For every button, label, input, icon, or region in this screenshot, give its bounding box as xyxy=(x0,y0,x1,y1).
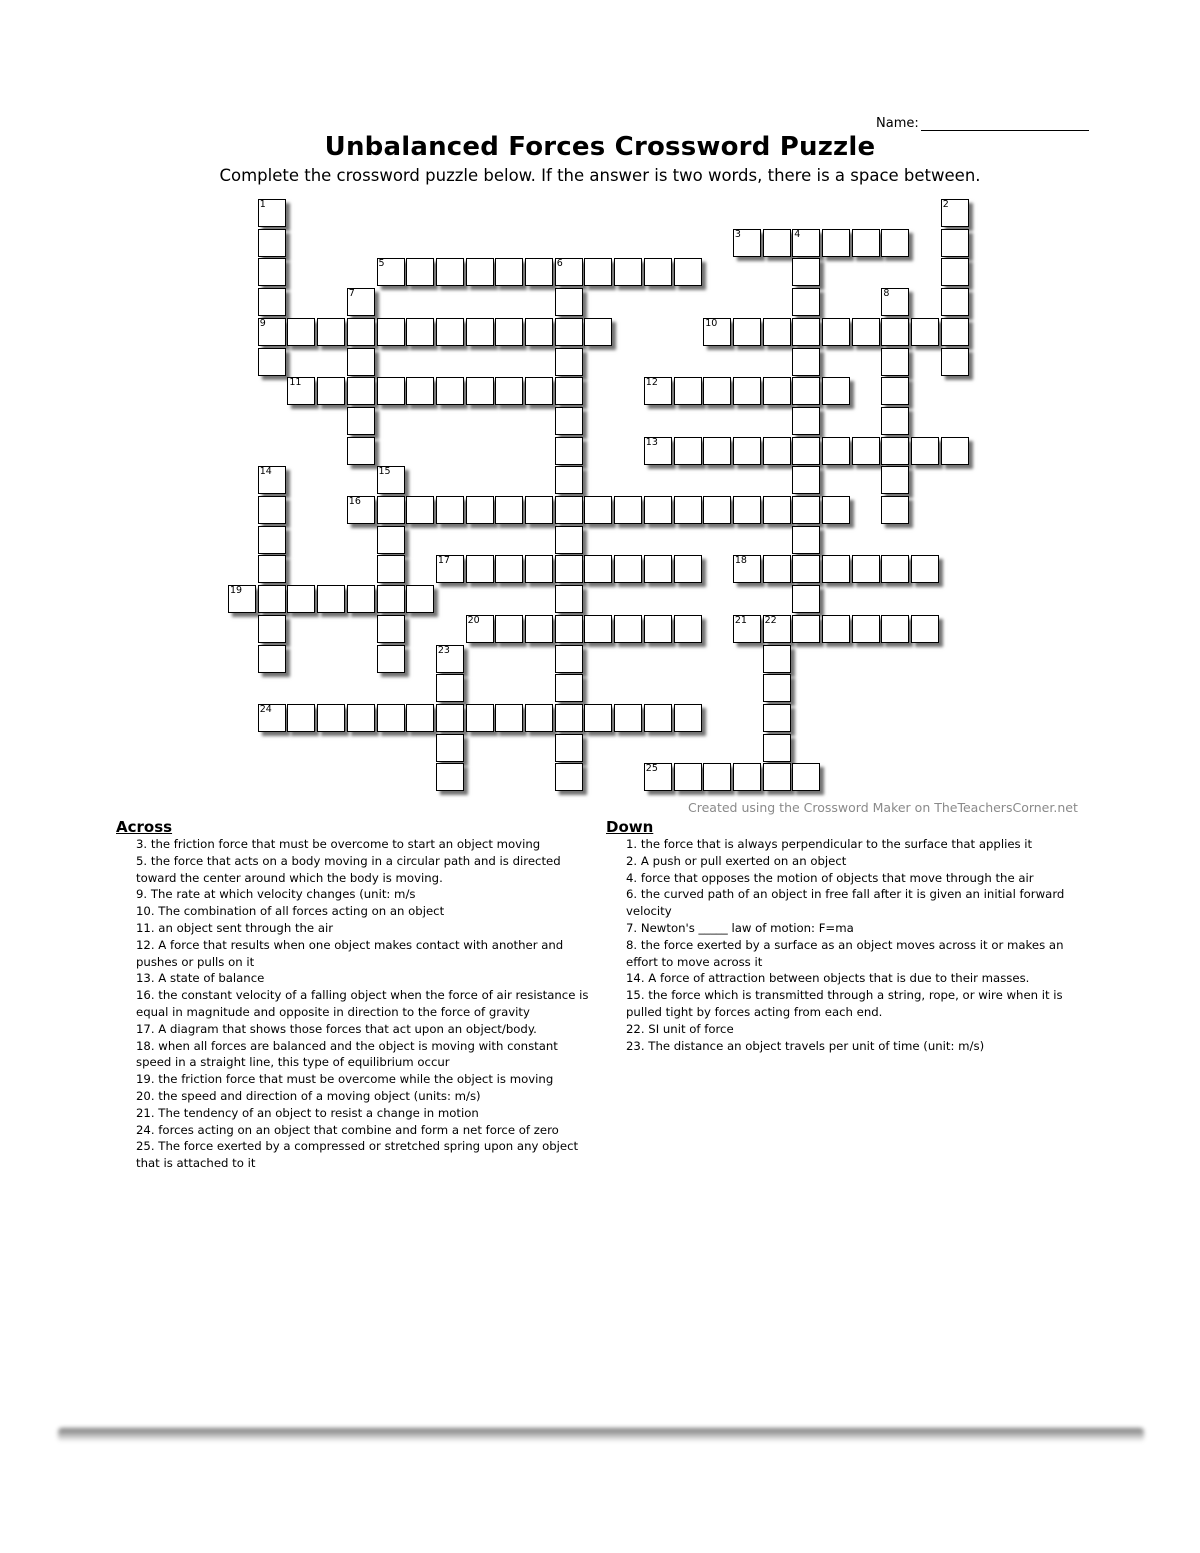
grid-cell-face xyxy=(881,407,909,435)
grid-cell-face xyxy=(911,437,939,465)
grid-cell-face xyxy=(555,674,583,702)
grid-cell-face xyxy=(495,377,523,405)
grid-cell-face xyxy=(436,377,464,405)
grid-cell-face xyxy=(792,377,820,405)
grid-cell-face xyxy=(347,377,375,405)
grid-cell-face xyxy=(287,318,315,346)
grid-cell-face xyxy=(881,466,909,494)
clue-number: 10 xyxy=(705,317,718,329)
grid-cell-face xyxy=(911,555,939,583)
grid-cell-face xyxy=(674,496,702,524)
grid-cell-face xyxy=(258,229,286,257)
grid-cell-face xyxy=(614,555,642,583)
clue-item: 21. The tendency of an object to resist a change in motion xyxy=(136,1105,479,1120)
grid-cell-face xyxy=(852,229,880,257)
grid-cell-face xyxy=(792,318,820,346)
grid-cell-face xyxy=(881,615,909,643)
clue-item: 9. The rate at which velocity changes (unit: m/s xyxy=(136,887,416,902)
grid-cell-face xyxy=(941,288,969,316)
grid-cell-face xyxy=(347,348,375,376)
grid-cell-face xyxy=(555,615,583,643)
grid-cell-face xyxy=(763,229,791,257)
grid-cell-face xyxy=(881,437,909,465)
grid-cell-face xyxy=(674,615,702,643)
grid-cell-face xyxy=(822,377,850,405)
grid-cell-face xyxy=(317,585,345,613)
grid-cell-face xyxy=(466,555,494,583)
clue-number: 14 xyxy=(259,466,272,478)
grid-cell-face xyxy=(584,496,612,524)
clue-number: 6 xyxy=(556,258,563,270)
grid-cell-face xyxy=(792,258,820,286)
grid-cell-face xyxy=(763,763,791,791)
grid-cell-face xyxy=(763,555,791,583)
grid-cell-face xyxy=(347,585,375,613)
grid-cell-face xyxy=(466,704,494,732)
across-clue-list xyxy=(116,836,596,1172)
grid-cell-face xyxy=(258,288,286,316)
grid-cell-face xyxy=(406,318,434,346)
grid-cell-face xyxy=(763,377,791,405)
grid-cell-face xyxy=(525,704,553,732)
grid-cell-face xyxy=(555,407,583,435)
grid-cell-face xyxy=(466,318,494,346)
grid-cell-face xyxy=(466,377,494,405)
grid-cell-face xyxy=(436,318,464,346)
grid-cell-face xyxy=(436,496,464,524)
grid-cell-face xyxy=(822,437,850,465)
clue-item: 11. an object sent through the air xyxy=(136,920,334,935)
grid-cell-face xyxy=(852,318,880,346)
clue-number: 19 xyxy=(230,585,243,597)
grid-cell-face xyxy=(525,377,553,405)
grid-cell-face xyxy=(466,258,494,286)
grid-cell-face xyxy=(317,704,345,732)
grid-cell-face xyxy=(347,318,375,346)
grid-cell-face xyxy=(822,496,850,524)
grid-cell-face xyxy=(525,318,553,346)
grid-cell-face xyxy=(614,258,642,286)
grid-cell-face xyxy=(436,674,464,702)
grid-cell-face xyxy=(703,496,731,524)
clue-number: 17 xyxy=(437,555,450,567)
grid-cell-face xyxy=(852,615,880,643)
grid-cell-face xyxy=(258,526,286,554)
grid-cell-face xyxy=(525,496,553,524)
grid-cell-face xyxy=(258,615,286,643)
grid-cell-face xyxy=(555,466,583,494)
grid-cell-face xyxy=(792,348,820,376)
grid-cell-face xyxy=(763,704,791,732)
grid-cell-face xyxy=(584,615,612,643)
grid-cell-face xyxy=(258,258,286,286)
grid-cell-face xyxy=(614,615,642,643)
grid-cell-face xyxy=(881,377,909,405)
grid-cell-face xyxy=(555,734,583,762)
grid-cell-face xyxy=(644,615,672,643)
page-subtitle: Complete the crossword puzzle below. If the answer is two words, there is a space between. xyxy=(219,166,981,185)
grid-cell-face xyxy=(377,704,405,732)
grid-cell-face xyxy=(941,229,969,257)
grid-cell-face xyxy=(377,496,405,524)
clue-number: 12 xyxy=(645,377,658,389)
down-clue-list xyxy=(606,836,1086,1054)
grid-cell-face xyxy=(406,704,434,732)
grid-cell-face xyxy=(525,615,553,643)
grid-cell-face xyxy=(852,437,880,465)
grid-cell-face xyxy=(377,555,405,583)
clue-number: 23 xyxy=(437,644,450,656)
clue-number: 9 xyxy=(259,317,266,329)
grid-cell-face xyxy=(258,555,286,583)
clue-number: 11 xyxy=(289,377,302,389)
grid-cell-face xyxy=(584,318,612,346)
grid-cell-face xyxy=(555,704,583,732)
clue-number: 22 xyxy=(764,614,777,626)
grid-cell-face xyxy=(941,318,969,346)
grid-cell-face xyxy=(525,258,553,286)
grid-cell-face xyxy=(406,258,434,286)
grid-cell-face xyxy=(674,377,702,405)
clue-item: 16. the constant velocity of a falling object when the force of air resistance is equal in magnitude and opposite in direction to the force of gravity xyxy=(136,988,589,1019)
grid-cell-face xyxy=(733,496,761,524)
clue-item: 6. the curved path of an object in free fall after it is given an initial forward velocity xyxy=(626,887,1065,919)
grid-cell-face xyxy=(495,615,523,643)
grid-cell-face xyxy=(911,318,939,346)
grid-cell-face xyxy=(792,526,820,554)
grid-cell-face xyxy=(466,496,494,524)
clue-item: 7. Newton's _____ law of motion: F=ma xyxy=(626,920,854,935)
down-clues xyxy=(606,818,1086,1054)
grid-cell-face xyxy=(822,615,850,643)
grid-cell-face xyxy=(674,555,702,583)
down-heading: Down xyxy=(606,818,654,836)
page-edge-shadow xyxy=(58,1428,1144,1442)
grid-cell-face xyxy=(763,645,791,673)
grid-cell-face xyxy=(763,437,791,465)
clue-item: 5. the force that acts on a body moving in a circular path and is directed toward the center around which the body is moving. xyxy=(136,853,561,885)
grid-cell-face xyxy=(584,258,612,286)
grid-cell-face xyxy=(555,585,583,613)
grid-cell-face xyxy=(584,555,612,583)
grid-cell-face xyxy=(733,763,761,791)
grid-cell-face xyxy=(555,318,583,346)
grid-cell-face xyxy=(495,496,523,524)
clue-number: 15 xyxy=(378,466,391,478)
grid-cell-face xyxy=(763,734,791,762)
grid-cell-face xyxy=(614,496,642,524)
clue-number: 2 xyxy=(942,199,949,210)
grid-cell-face xyxy=(377,615,405,643)
grid-cell-face xyxy=(733,318,761,346)
clue-number: 16 xyxy=(348,496,361,507)
clue-item: 14. A force of attraction between objects that is due to their masses. xyxy=(626,971,1030,986)
grid-cell-face xyxy=(822,229,850,257)
grid-cell-face xyxy=(852,555,880,583)
clue-item: 22. SI unit of force xyxy=(626,1021,734,1036)
grid-cell-face xyxy=(258,585,286,613)
clue-item: 4. force that opposes the motion of objects that move through the air xyxy=(626,870,1034,885)
grid-cell-face xyxy=(317,377,345,405)
clue-number: 24 xyxy=(259,703,272,715)
grid-cell-face xyxy=(644,704,672,732)
grid-cell-face xyxy=(436,704,464,732)
grid-cell-face xyxy=(881,229,909,257)
grid-cell-face xyxy=(258,348,286,376)
grid-cell-face xyxy=(258,496,286,524)
grid-cell-face xyxy=(941,437,969,465)
grid-cell-face xyxy=(555,526,583,554)
clue-number: 13 xyxy=(645,436,658,448)
grid-cell-face xyxy=(792,466,820,494)
clue-item: 18. when all forces are balanced and the object is moving with constant speed in a straight line, this type of equilibrium occur xyxy=(136,1038,558,1070)
grid-cell-face xyxy=(317,318,345,346)
grid-cell-face xyxy=(555,496,583,524)
grid-cell-face xyxy=(406,377,434,405)
grid-cell-face xyxy=(941,258,969,286)
clue-number: 5 xyxy=(378,258,385,270)
clue-number: 8 xyxy=(883,288,890,300)
clue-item: 8. the force exerted by a surface as an object moves across it or makes an effort to move across it xyxy=(626,937,1064,969)
grid-cell-face xyxy=(555,437,583,465)
clue-item: 17. A diagram that shows those forces that act upon an object/body. xyxy=(136,1021,537,1036)
grid-cell-face xyxy=(733,377,761,405)
clue-item: 3. the friction force that must be overcome to start an object moving xyxy=(136,837,541,851)
grid-cell-face xyxy=(495,704,523,732)
clue-number: 18 xyxy=(734,555,747,567)
grid-cell-face xyxy=(347,407,375,435)
grid-cell-face xyxy=(703,763,731,791)
grid-cell-face xyxy=(436,258,464,286)
grid-cell-face xyxy=(792,407,820,435)
grid-cell-face xyxy=(792,496,820,524)
grid-cell-face xyxy=(792,437,820,465)
grid-cell-face xyxy=(881,555,909,583)
clue-item: 13. A state of balance xyxy=(136,971,265,986)
grid-cell-face xyxy=(287,585,315,613)
name-label: Name: xyxy=(876,116,919,131)
grid-cell-face xyxy=(258,645,286,673)
clue-number: 7 xyxy=(348,288,355,300)
clue-number: 25 xyxy=(645,763,658,775)
across-clues xyxy=(116,818,596,1172)
grid-cell-face xyxy=(495,258,523,286)
grid-cell-face xyxy=(555,645,583,673)
grid-cell-face xyxy=(436,763,464,791)
grid-cell-face xyxy=(733,437,761,465)
clue-number: 3 xyxy=(734,228,741,240)
across-heading: Across xyxy=(116,818,173,836)
grid-cell-face xyxy=(703,437,731,465)
grid-cell-face xyxy=(436,734,464,762)
grid-cell-face xyxy=(377,585,405,613)
grid-cell-face xyxy=(495,318,523,346)
grid-cell-face xyxy=(377,645,405,673)
grid-cell-face xyxy=(347,704,375,732)
grid-cell-face xyxy=(406,496,434,524)
clue-number: 21 xyxy=(734,614,747,626)
grid-cell-face xyxy=(644,496,672,524)
grid-cell-face xyxy=(674,437,702,465)
credit-line: Created using the Crossword Maker on TheTeachersCorner.net xyxy=(688,800,1078,815)
clue-item: 24. forces acting on an object that combine and form a net force of zero xyxy=(136,1122,559,1137)
grid-cell-face xyxy=(674,763,702,791)
clue-item: 20. the speed and direction of a moving object (units: m/s) xyxy=(136,1088,481,1103)
grid-cell-face xyxy=(822,318,850,346)
grid-cell-face xyxy=(495,555,523,583)
clue-item: 1. the force that is always perpendicular to the surface that applies it xyxy=(626,837,1033,851)
clue-item: 15. the force which is transmitted through a string, rope, or wire when it is pulled tight by forces acting from each end. xyxy=(626,988,1063,1019)
clue-item: 25. The force exerted by a compressed or stretched spring upon any object that is attached to it xyxy=(136,1139,579,1171)
clue-item: 2. A push or pull exerted on an object xyxy=(626,853,847,868)
clue-item: 12. A force that results when one object makes contact with another and pushes or pulls on it xyxy=(136,937,564,969)
grid-cell-face xyxy=(347,437,375,465)
grid-cell-face xyxy=(763,318,791,346)
grid-cell-face xyxy=(792,288,820,316)
clue-item: 10. The combination of all forces acting on an object xyxy=(136,904,445,919)
clue-item: 19. the friction force that must be overcome while the object is moving xyxy=(136,1072,554,1087)
page-title: Unbalanced Forces Crossword Puzzle xyxy=(324,132,876,162)
grid-cell-face xyxy=(792,585,820,613)
grid-cell-face xyxy=(792,615,820,643)
grid-cell-face xyxy=(555,377,583,405)
grid-cell-face xyxy=(881,318,909,346)
clue-item: 23. The distance an object travels per unit of time (unit: m/s) xyxy=(626,1038,985,1053)
grid-cell-face xyxy=(644,258,672,286)
grid-cell-face xyxy=(941,348,969,376)
grid-cell-face xyxy=(792,555,820,583)
grid-cell-face xyxy=(911,615,939,643)
grid-cell-face xyxy=(614,704,642,732)
grid-cell-face xyxy=(555,555,583,583)
grid-cell-face xyxy=(555,348,583,376)
grid-cell-face xyxy=(674,258,702,286)
grid-cell-face xyxy=(555,288,583,316)
grid-cell-face xyxy=(377,318,405,346)
clue-number: 1 xyxy=(259,199,266,210)
grid-cell-face xyxy=(674,704,702,732)
grid-cell-face xyxy=(881,496,909,524)
grid-cell-face xyxy=(584,704,612,732)
clue-number: 4 xyxy=(794,228,801,240)
grid-cell-face xyxy=(555,763,583,791)
grid-cell-face xyxy=(792,763,820,791)
grid-cell-face xyxy=(881,348,909,376)
grid-cell-face xyxy=(763,674,791,702)
grid-cell-face xyxy=(406,585,434,613)
grid-cell-face xyxy=(377,526,405,554)
grid-cell-face xyxy=(287,704,315,732)
grid-cell-face xyxy=(703,377,731,405)
clue-number: 20 xyxy=(467,614,480,626)
grid-cell-face xyxy=(822,555,850,583)
grid-cell-face xyxy=(525,555,553,583)
grid-cell-face xyxy=(644,555,672,583)
grid-cell-face xyxy=(763,496,791,524)
grid-cell-face xyxy=(377,377,405,405)
